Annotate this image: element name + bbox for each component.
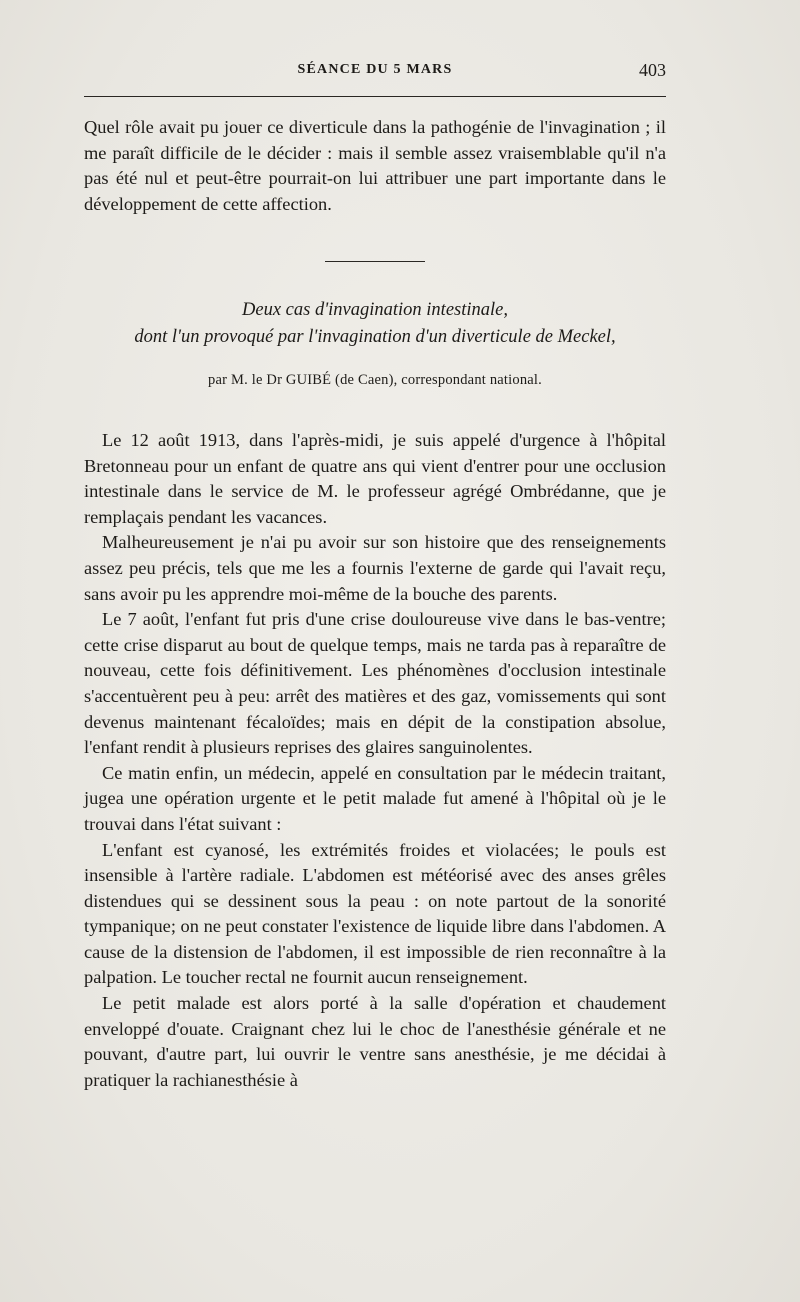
body-paragraph: Le 7 août, l'enfant fut pris d'une crise douloureuse vive dans le bas-ventre; cette crise disparut au bout de quelque temps, mais ne tarda pas à reparaître de nouveau, cette fois définitivement. Les phénomènes d'occlusion intestinale s'accentuèrent peu à peu: arrêt des matières et des gaz, vomissements qui sont devenus maintenant fécaloïdes; mais en dépit de la constipation absolue, l'enfant rendit à plusieurs reprises des glaires sanguinolentes. (84, 609, 666, 758)
page-number: 403 (639, 60, 666, 80)
body-paragraph: L'enfant est cyanosé, les extrémités froides et violacées; le pouls est insensible à l'artère radiale. L'abdomen est météorisé avec des anses grêles distendues qui se dessinent sous la peau : on note partout de la sonorité tympanique; on ne peut constater l'existence de liquide libre dans l'abdomen. A cause de la distension de l'abdomen, il est impossible de rien reconnaître à la palpation. Le toucher rectal ne fournit aucun renseignement. (84, 839, 666, 988)
article-author: par M. le Dr GUIBÉ (de Caen), correspondant national. (208, 372, 542, 388)
article-title-line-2: dont l'un provoqué par l'invagination d'un diverticule de Meckel, (134, 327, 616, 347)
article-title (84, 297, 666, 351)
body-paragraph: Ce matin enfin, un médecin, appelé en consultation par le médecin traitant, jugea une opération urgente et le petit malade fut amené à l'hôpital où je le trouvai dans l'état suivant : (84, 762, 666, 834)
body-paragraph: Le petit malade est alors porté à la salle d'opération et chaudement enveloppé d'ouate. Craignant chez lui le choc de l'anesthésie générale et ne pouvant, d'autre part, lui ouvrir le ventre sans anesthésie, je me décidai à pratiquer la rachianesthésie à (84, 993, 666, 1090)
running-title: SÉANCE DU 5 MARS (297, 62, 453, 77)
article-title-line-1: Deux cas d'invagination intestinale, (242, 300, 508, 320)
body-paragraph: Le 12 août 1913, dans l'après-midi, je suis appelé d'urgence à l'hôpital Bretonneau pour un enfant de quatre ans qui vient d'entrer pour une occlusion intestinale dans le service de M. le professeur agrégé Ombrédanne, que je remplaçais pendant les vacances. (84, 430, 666, 527)
header-rule (84, 96, 666, 97)
intro-paragraph: Quel rôle avait pu jouer ce diverticule dans la pathogénie de l'invagination ; il me paraît difficile de le décider : mais il semble assez vraisemblable qu'il n'a pas été nul et peut-être pourrait-on lui attribuer une part importante dans le développement de cette affection. (84, 117, 666, 214)
page-header (84, 60, 666, 84)
body-paragraph: Malheureusement je n'ai pu avoir sur son histoire que des renseignements assez peu précis, tels que me les a fournis l'externe de garde qui l'avait reçu, sans avoir pu les apprendre moi-même de la bouche des parents. (84, 532, 666, 604)
section-divider (325, 261, 425, 262)
intro-text (84, 115, 666, 217)
article-body (84, 428, 666, 1093)
